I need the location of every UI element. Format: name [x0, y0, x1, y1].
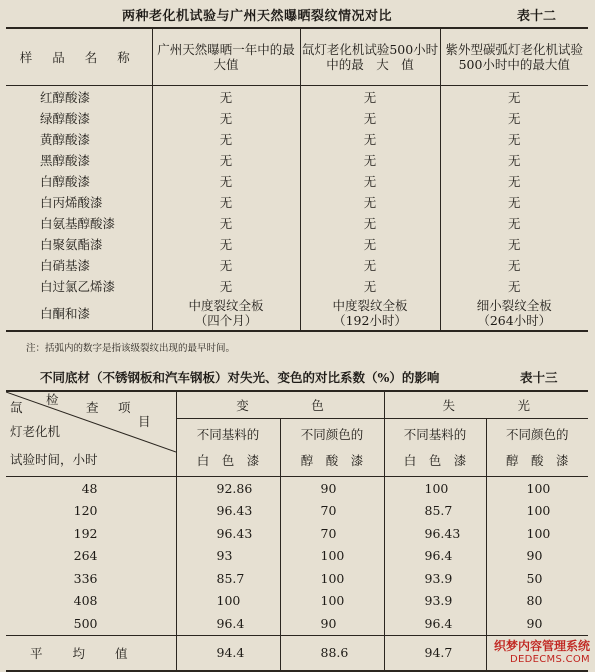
sample-name: 黑醇酸漆	[40, 152, 91, 168]
cell-value: 无	[300, 275, 440, 296]
table-row	[6, 212, 588, 233]
sample-name: 黄醇酸漆	[40, 131, 91, 147]
table-row	[6, 275, 588, 296]
sample-name: 白过氯乙烯漆	[40, 278, 116, 294]
table13	[6, 390, 588, 672]
cell-value: 无	[440, 128, 588, 149]
cell-value: 无	[152, 254, 300, 275]
cell-value: 无	[440, 107, 588, 128]
cell-value: 无	[152, 128, 300, 149]
table-row	[6, 612, 588, 635]
cell-value: 100	[486, 500, 588, 523]
group-header-gloss-loss: 失 光	[384, 391, 588, 419]
cell-value: 90	[280, 612, 384, 635]
cell-value: 70	[280, 522, 384, 545]
watermark	[482, 640, 590, 666]
cell-value	[152, 296, 300, 331]
sub-header	[486, 419, 588, 477]
cell-value: 无	[440, 275, 588, 296]
cell-value: 88.6	[280, 635, 384, 671]
header-text: 广州天然曝晒一年中的最大值	[157, 42, 295, 72]
cell-line: （192小时）	[333, 313, 407, 328]
cell-value: 无	[152, 275, 300, 296]
cell-value	[300, 296, 440, 331]
cell-value: 无	[300, 86, 440, 108]
cell-line: 中度裂纹全板	[332, 298, 408, 313]
table-row	[6, 254, 588, 275]
table-row	[6, 477, 588, 500]
cell-value: 93.9	[384, 567, 486, 590]
cell-value: 无	[152, 170, 300, 191]
cell-value: 无	[152, 212, 300, 233]
cell-value: 94.4	[176, 635, 280, 671]
table-row	[6, 296, 588, 331]
sample-name: 白聚氨酯漆	[40, 236, 103, 252]
sample-name: 白醇酸漆	[40, 173, 91, 189]
watermark-line-1: 织梦内容管理系统	[493, 639, 590, 653]
cell-line: （四个月）	[194, 313, 258, 328]
sub-header-line: 不同颜色的	[506, 426, 569, 442]
table13-header-row-1	[6, 391, 588, 419]
table-row	[6, 86, 588, 108]
test-time: 336	[73, 570, 98, 586]
cell-value: 96.4	[176, 612, 280, 635]
table12-header-carbon-arc	[440, 28, 588, 86]
cell-value: 90	[486, 545, 588, 568]
cell-value: 无	[152, 86, 300, 108]
table13-corner-header	[6, 391, 176, 477]
cell-line: 细小裂纹全板	[476, 298, 552, 313]
cell-value: 无	[300, 233, 440, 254]
cell-value: 92.86	[176, 477, 280, 500]
cell-value	[440, 296, 588, 331]
corner-text: 试验时间，小时	[10, 452, 98, 467]
cell-value: 无	[300, 254, 440, 275]
cell-value: 100	[486, 477, 588, 500]
test-time: 500	[73, 615, 98, 631]
cell-value: 96.43	[176, 522, 280, 545]
cell-value: 96.43	[384, 522, 486, 545]
cell-value: 无	[440, 149, 588, 170]
table12-header-xenon	[300, 28, 440, 86]
header-text: 紫外型碳弧灯老化机试验500小时中的最大值	[445, 42, 583, 72]
sub-header-line: 不同基料的	[403, 426, 467, 442]
test-time: 408	[73, 593, 98, 609]
table12-note: 注：括弧内的数字是指该级裂纹出现的最早时间。	[26, 343, 236, 354]
table-row	[6, 522, 588, 545]
cell-value: 100	[280, 567, 384, 590]
table-row	[6, 233, 588, 254]
cell-value: 96.4	[384, 545, 486, 568]
cell-value: 100	[280, 545, 384, 568]
sample-name: 白氨基醇酸漆	[40, 215, 116, 231]
sample-name: 绿醇酸漆	[40, 110, 91, 126]
table13-title: 不同底材（不锈钢板和汽车钢板）对失光、变色的对比系数（%）的影响	[40, 370, 440, 385]
sample-name: 白硝基漆	[40, 257, 91, 273]
table12-number: 表十二	[517, 9, 557, 24]
table-row	[6, 107, 588, 128]
table12	[6, 27, 588, 332]
corner-text: 灯老化机	[10, 424, 61, 439]
cell-value: 93.9	[384, 590, 486, 613]
table-row	[6, 170, 588, 191]
corner-text: 查	[86, 400, 99, 415]
test-time: 192	[73, 525, 98, 541]
corner-text: 项	[118, 400, 131, 415]
test-time: 48	[81, 480, 98, 496]
sub-header-line: 不同基料的	[196, 426, 260, 442]
cell-value: 94.7	[384, 635, 486, 671]
cell-value: 90	[280, 477, 384, 500]
cell-value: 93	[176, 545, 280, 568]
cell-value: 100	[486, 522, 588, 545]
cell-value: 100	[384, 477, 486, 500]
table-row	[6, 149, 588, 170]
cell-value: 无	[300, 149, 440, 170]
cell-value: 70	[280, 500, 384, 523]
cell-value: 无	[440, 86, 588, 108]
cell-value: 无	[440, 254, 588, 275]
average-label-text: 平均值	[29, 645, 158, 661]
table-row	[6, 191, 588, 212]
sub-header	[280, 419, 384, 477]
table-row	[6, 128, 588, 149]
sub-header	[384, 419, 486, 477]
header-text: 氙灯老化机试验500小时中的最 大 值	[301, 42, 439, 72]
sub-header-line: 白 色 漆	[196, 452, 260, 468]
corner-text: 目	[138, 414, 151, 429]
sample-name: 白酮和漆	[6, 296, 152, 331]
test-time: 120	[73, 503, 98, 519]
average-label	[6, 635, 176, 671]
sub-header-line: 不同颜色的	[300, 426, 364, 442]
cell-value: 无	[440, 233, 588, 254]
table12-title: 两种老化机试验与广州天然曝晒裂纹情况对比	[122, 9, 393, 24]
cell-value: 85.7	[384, 500, 486, 523]
table12-header-guangzhou	[152, 28, 300, 86]
corner-text: 氙	[10, 400, 23, 415]
cell-value: 无	[152, 107, 300, 128]
table12-caption	[0, 5, 595, 25]
cell-value: 无	[300, 191, 440, 212]
table-row	[6, 567, 588, 590]
cell-value: 无	[300, 128, 440, 149]
cell-value: 100	[280, 590, 384, 613]
cell-value: 50	[486, 567, 588, 590]
cell-line: （264小时）	[477, 313, 552, 328]
cell-value: 无	[300, 170, 440, 191]
cell-value: 100	[176, 590, 280, 613]
table13-number: 表十三	[520, 370, 558, 385]
cell-line: 中度裂纹全板	[188, 298, 264, 313]
cell-value: 96.4	[384, 612, 486, 635]
sub-header-line: 醇 酸 漆	[300, 452, 364, 468]
sub-header	[176, 419, 280, 477]
sub-header-line: 白 色 漆	[403, 452, 467, 468]
sub-header-line: 醇 酸 漆	[506, 452, 569, 468]
cell-value: 无	[152, 191, 300, 212]
corner-text: 检	[46, 392, 59, 407]
table-row	[6, 545, 588, 568]
table-row	[6, 590, 588, 613]
group-header-discoloration: 变 色	[176, 391, 384, 419]
cell-value: 96.43	[176, 500, 280, 523]
cell-value: 无	[440, 170, 588, 191]
cell-value: 无	[152, 233, 300, 254]
table13-caption	[0, 368, 595, 388]
watermark-line-2: DEDECMS.COM	[510, 654, 590, 665]
cell-value: 无	[152, 149, 300, 170]
cell-value: 无	[440, 191, 588, 212]
cell-value: 无	[300, 107, 440, 128]
cell-value: 无	[300, 212, 440, 233]
sample-name: 白丙烯酸漆	[40, 194, 103, 210]
test-time: 264	[73, 548, 98, 564]
table12-header-sample: 样 品 名 称	[6, 28, 152, 86]
cell-value: 无	[440, 212, 588, 233]
cell-value: 85.7	[176, 567, 280, 590]
sample-name: 红醇酸漆	[40, 89, 91, 105]
cell-value: 80	[486, 590, 588, 613]
table12-header-row	[6, 28, 588, 86]
cell-value: 90	[486, 612, 588, 635]
table-row	[6, 500, 588, 523]
